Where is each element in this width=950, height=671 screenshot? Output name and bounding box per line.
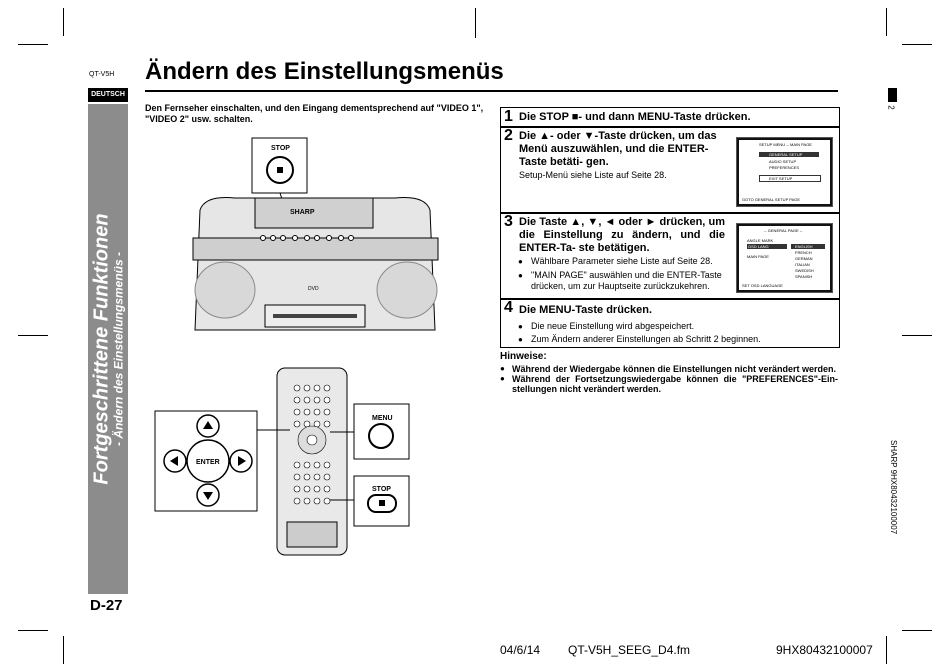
footer-date: 04/6/14 — [500, 643, 541, 657]
device-illustration — [145, 130, 490, 565]
page-marker: 2 — [886, 105, 896, 110]
osd2-option-german: GERMAN — [795, 256, 813, 261]
osd1-item-audio: AUDIO SETUP — [769, 159, 797, 164]
step-3-box — [500, 212, 840, 300]
crop-mark — [18, 44, 48, 45]
step-4-number: 4 — [504, 299, 513, 316]
footer-code: 9HX80432100007 — [776, 643, 873, 657]
osd-main-page — [736, 137, 833, 207]
enter-label: ENTER — [196, 459, 220, 466]
stop-label-remote: STOP — [372, 486, 391, 493]
crop-mark — [902, 630, 932, 631]
note-bullet: ● — [500, 374, 505, 383]
osd-general-page — [736, 223, 833, 293]
page-title: Ändern des Einstellungsmenüs — [145, 58, 504, 85]
step-2-box — [500, 126, 840, 214]
osd1-item-prefs: PREFERENCES — [769, 165, 800, 170]
page-marker-bar — [888, 88, 897, 102]
crop-mark — [18, 335, 48, 336]
brand-label: SHARP — [290, 209, 315, 216]
menu-label: MENU — [372, 415, 393, 422]
osd2-item-angle: ANGLE MARK — [747, 238, 774, 243]
note-bullet: ● — [500, 364, 505, 373]
title-rule — [145, 90, 838, 92]
step-3-number: 3 — [504, 213, 513, 230]
step-2-title: Die ▲- oder ▼-Taste drücken, um das Menü auszuwählen, und die ENTER-Taste betäti- gen. — [519, 130, 717, 168]
speaker-left — [195, 262, 255, 318]
osd2-option-english: ENGLISH — [795, 244, 813, 249]
osd1-footer: GOTO GENERAL SETUP PAGE — [742, 197, 801, 202]
step-1-box — [500, 107, 840, 128]
note-2 — [500, 374, 838, 394]
dvd-label: DVD — [308, 286, 319, 292]
crop-mark — [18, 630, 48, 631]
crop-mark — [475, 8, 476, 38]
crop-mark — [902, 44, 932, 45]
osd2-option-swedish: SWEDISH — [795, 268, 814, 273]
step-2-number: 2 — [504, 127, 513, 144]
step-2-note: Setup-Menü siehe Liste auf Seite 28. — [519, 170, 667, 180]
notes-heading: Hinweise: — [500, 351, 547, 362]
note-2-text: Während der Fortsetzungswiedergabe können die "PREFERENCES"-Ein- stellungen nicht verändert werden. — [512, 374, 838, 394]
osd2-item-main: MAIN PAGE — [747, 254, 769, 259]
step-4-bullet-2: ● Zum Ändern anderer Einstellungen ab Schritt 2 beginnen. — [531, 334, 831, 345]
control-panel — [193, 238, 438, 260]
crop-mark — [886, 636, 887, 664]
remote-bottom-panel — [287, 522, 337, 547]
osd1-title: SETUP MENU -- MAIN PAGE — [759, 142, 812, 147]
step-4-box — [500, 298, 840, 348]
page-number: D-27 — [90, 597, 123, 614]
language-tab: DEUTSCH — [88, 88, 128, 102]
step-4-bullet-1: ● Die neue Einstellung wird abgespeichert. — [531, 321, 831, 332]
note-1-text: Während der Wiedergabe können die Einstellungen nicht verändert werden. — [512, 364, 836, 374]
panel-buttons — [261, 236, 354, 241]
osd2-option-french: FRENCH — [795, 250, 812, 255]
menu-button-large — [369, 424, 393, 448]
note-1 — [500, 364, 838, 374]
osd1-item-exit: EXIT SETUP — [769, 176, 793, 181]
step-4-title: Die MENU-Taste drücken. — [519, 304, 653, 316]
footer-file: QT-V5H_SEEG_D4.fm — [568, 643, 691, 657]
osd2-title: -- GENERAL PAGE -- — [764, 228, 803, 233]
step-3-title: Die Taste ▲, ▼, ◄ oder ► drücken, um die Einstellung zu ändern, und die ENTER-Ta- ste betätigen. — [519, 216, 725, 254]
section-sidebar — [88, 104, 128, 594]
stop-label: STOP — [271, 145, 290, 152]
crop-mark — [902, 335, 932, 336]
crop-mark — [886, 8, 887, 36]
stop-icon — [277, 167, 283, 173]
osd2-option-italian: ITALIAN — [795, 262, 810, 267]
intro-text: Den Fernseher einschalten, und den Eingang dementsprechend auf "VIDEO 1", "VIDEO 2" usw. schalten. — [145, 103, 484, 124]
step-1-title: Die STOP ■- und dann MENU-Taste drücken. — [519, 111, 751, 123]
osd1-item-general: GENERAL SETUP — [769, 152, 803, 157]
step-3-bullet-2: ● "MAIN PAGE" auswählen und die ENTER-Taste drücken, um zur Hauptseite zurückzukehren. — [531, 270, 731, 292]
step-1-number: 1 — [504, 108, 513, 125]
osd2-item-osd: OSD LANG — [748, 244, 769, 249]
osd2-option-spanish: SPANISH — [795, 274, 813, 279]
crop-mark — [63, 636, 64, 664]
side-code: SHARP 9HX80432100007 — [889, 440, 898, 535]
section-title: Fortgeschrittene Funktionen — [90, 213, 113, 485]
side-code-wrapper — [888, 440, 898, 580]
model-label: QT-V5H — [89, 71, 115, 78]
dvd-slot-opening — [273, 314, 357, 318]
stop-icon-remote — [379, 500, 385, 506]
step-3-bullet-1: ● Wählbare Parameter siehe Liste auf Seite 28. — [531, 256, 731, 267]
speaker-right — [377, 262, 437, 318]
osd2-footer: SET OSD LANGUAGE — [742, 283, 783, 288]
crop-mark — [63, 8, 64, 36]
section-subtitle: - Ändern des Einstellungsmenüs - — [111, 251, 126, 447]
